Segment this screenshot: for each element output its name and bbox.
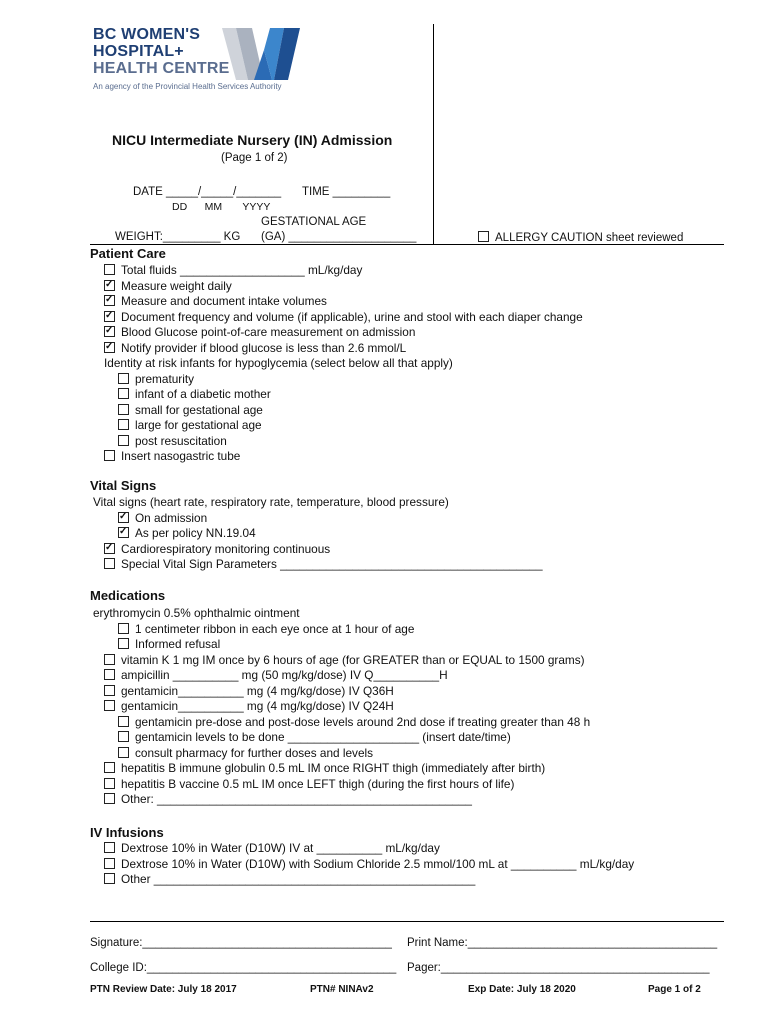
signature-field[interactable]: Signature:_______________________________________ — [90, 937, 392, 949]
vital-signs-item[interactable] — [118, 526, 256, 542]
patient-care-item[interactable] — [118, 387, 271, 403]
vital-signs-heading: Vital Signs — [90, 478, 157, 493]
medications-item-label: gentamicin__________ mg (4 mg/kg/dose) IV Q24H — [121, 699, 394, 713]
vital-signs-item[interactable] — [104, 542, 330, 558]
checkbox[interactable] — [104, 685, 115, 696]
medications-item[interactable] — [118, 746, 373, 762]
patient-care-item-label: Insert nasogastric tube — [121, 449, 241, 463]
patient-care-item-label: Blood Glucose point-of-care measurement on admission — [121, 325, 416, 339]
medications-item[interactable] — [118, 622, 414, 638]
checkbox[interactable] — [104, 654, 115, 665]
date-field[interactable]: DATE _____/_____/_______ — [133, 186, 282, 198]
patient-care-item-label: Notify provider if blood glucose is less than 2.6 mmol/L — [121, 340, 407, 355]
patient-care-item[interactable] — [118, 403, 263, 419]
patient-care-item-label: large for gestational age — [135, 418, 262, 432]
patient-care-item[interactable] — [104, 310, 583, 326]
footer-exp-date: Exp Date: July 18 2020 — [468, 984, 576, 995]
time-field[interactable]: TIME _________ — [302, 186, 391, 198]
vital-signs-item-label: On admission — [135, 510, 208, 525]
checkbox[interactable] — [104, 842, 115, 853]
checkbox[interactable] — [118, 638, 129, 649]
checkbox[interactable] — [104, 793, 115, 804]
vital-signs-item-label: Cardiorespiratory monitoring continuous — [121, 541, 331, 556]
vital-signs-item[interactable] — [104, 557, 543, 573]
patient-care-item[interactable] — [104, 325, 415, 341]
medications-item-label: ampicillin __________ mg (50 mg/kg/dose) IV Q__________H — [121, 668, 448, 682]
footer-review-date: PTN Review Date: July 18 2017 — [90, 984, 237, 995]
checkbox[interactable] — [104, 778, 115, 789]
medications-item-label: Other: ________________________________________________ — [121, 792, 472, 806]
iv-infusions-item-label: Dextrose 10% in Water (D10W) with Sodium Chloride 2.5 mmol/100 mL at __________ mL/kg/day — [121, 856, 635, 871]
checkbox[interactable] — [118, 419, 129, 430]
print-name-field[interactable]: Print Name:_______________________________________ — [407, 937, 718, 949]
date-parts-label: DD MM YYYY — [172, 201, 271, 213]
pager-field[interactable]: Pager:__________________________________________ — [407, 962, 710, 974]
medications-item[interactable] — [104, 653, 585, 669]
footer-ptn: PTN# NINAv2 — [310, 984, 374, 995]
medications-item[interactable] — [104, 792, 472, 808]
patient-care-item[interactable] — [104, 263, 362, 279]
allergy-checkbox[interactable] — [478, 231, 489, 242]
checkbox[interactable] — [104, 450, 115, 461]
medications-item[interactable] — [118, 637, 220, 653]
medications-item[interactable] — [104, 777, 514, 793]
checked-checkbox[interactable] — [104, 295, 115, 306]
iv-infusions-item-label: Dextrose 10% in Water (D10W) IV at __________ mL/kg/day — [121, 841, 440, 855]
iv-infusions-item[interactable] — [104, 857, 634, 873]
allergy-caution-item[interactable] — [478, 230, 683, 244]
patient-care-item[interactable] — [118, 372, 194, 388]
allergy-label: ALLERGY CAUTION sheet reviewed — [495, 232, 684, 244]
checked-checkbox[interactable] — [104, 326, 115, 337]
medications-item-label: hepatitis B immune globulin 0.5 mL IM once RIGHT thigh (immediately after birth) — [121, 761, 546, 775]
medications-item-label: gentamicin levels to be done ____________________ (insert date/time) — [135, 730, 511, 744]
patient-care-item-label: Measure and document intake volumes — [121, 294, 327, 308]
iv-infusions-heading: IV Infusions — [90, 825, 164, 840]
medications-item[interactable] — [104, 699, 394, 715]
medications-item-label: 1 centimeter ribbon in each eye once at 1 hour of age — [135, 621, 415, 636]
iv-infusions-item-label: Other _________________________________________________ — [121, 872, 476, 886]
checkbox[interactable] — [104, 700, 115, 711]
iv-infusions-item[interactable] — [104, 872, 475, 888]
medications-item-label: gentamicin pre-dose and post-dose levels around 2nd dose if treating greater than 48 h — [135, 714, 591, 729]
medications-item[interactable] — [118, 730, 511, 746]
medications-item[interactable] — [104, 668, 448, 684]
medications-item[interactable] — [104, 684, 394, 700]
patient-care-item-label: prematurity — [135, 371, 195, 386]
patient-care-item[interactable] — [104, 279, 232, 295]
vital-signs-item-label: As per policy NN.19.04 — [135, 526, 256, 540]
patient-care-item-label: infant of a diabetic mother — [135, 387, 271, 401]
checked-checkbox[interactable] — [104, 311, 115, 322]
checked-checkbox[interactable] — [104, 543, 115, 554]
patient-care-item — [104, 356, 453, 372]
logo-w-icon — [222, 28, 300, 80]
checkbox[interactable] — [104, 873, 115, 884]
logo-agency: An agency of the Provincial Health Services Authority — [93, 82, 282, 91]
patient-care-item[interactable] — [104, 294, 327, 310]
checked-checkbox[interactable] — [118, 512, 129, 523]
college-id-field[interactable]: College ID:_______________________________________ — [90, 962, 397, 974]
patient-care-item-label: Measure weight daily — [121, 278, 232, 293]
medications-heading: Medications — [90, 588, 166, 603]
ga-field[interactable]: (GA) ____________________ — [261, 231, 417, 243]
patient-care-item-label: small for gestational age — [135, 402, 263, 417]
medications-item-label: erythromycin 0.5% ophthalmic ointment — [93, 606, 300, 620]
patient-care-item-label: Document frequency and volume (if applicable), urine and stool with each diaper change — [121, 309, 583, 324]
footer-page: Page 1 of 2 — [648, 984, 701, 995]
checkbox[interactable] — [118, 623, 129, 634]
medications-item-label: gentamicin__________ mg (4 mg/kg/dose) IV Q36H — [121, 683, 394, 698]
form-title: NICU Intermediate Nursery (IN) Admission — [112, 132, 393, 148]
checkbox[interactable] — [118, 373, 129, 384]
header-divider — [433, 24, 434, 244]
patient-care-heading: Patient Care — [90, 246, 166, 261]
patient-care-item-label: post resuscitation — [135, 433, 227, 448]
checked-checkbox[interactable] — [104, 280, 115, 291]
page-subtitle: (Page 1 of 2) — [221, 152, 288, 164]
vital-signs-item-label: Special Vital Sign Parameters ________________________________________ — [121, 557, 543, 571]
checkbox[interactable] — [104, 669, 115, 680]
patient-care-item[interactable] — [104, 449, 240, 465]
checkbox[interactable] — [104, 558, 115, 569]
vital-signs-item — [93, 495, 449, 511]
patient-care-item-label: Total fluids ___________________ mL/kg/day — [121, 263, 363, 277]
checkbox[interactable] — [104, 762, 115, 773]
checkbox[interactable] — [104, 858, 115, 869]
signature-top-rule — [90, 921, 724, 922]
checkbox[interactable] — [104, 264, 115, 275]
checkbox[interactable] — [118, 435, 129, 446]
header-bottom-rule — [90, 244, 724, 245]
checkbox[interactable] — [118, 731, 129, 742]
medications-item-label: consult pharmacy for further doses and levels — [135, 745, 374, 760]
medications-item — [93, 606, 300, 622]
logo-line-3: HEALTH CENTRE — [93, 60, 230, 77]
vital-signs-item[interactable] — [118, 511, 207, 527]
checkbox[interactable] — [118, 388, 129, 399]
ga-label: GESTATIONAL AGE — [261, 216, 367, 228]
checked-checkbox[interactable] — [118, 527, 129, 538]
vital-signs-item-label: Vital signs (heart rate, respiratory rate, temperature, blood pressure) — [93, 495, 449, 509]
medications-item-label: hepatitis B vaccine 0.5 mL IM once LEFT thigh (during the first hours of life) — [121, 776, 515, 791]
patient-care-item[interactable] — [118, 434, 227, 450]
iv-infusions-item[interactable] — [104, 841, 440, 857]
patient-care-item[interactable] — [118, 418, 262, 434]
logo-line-1: BC WOMEN'S — [93, 26, 201, 43]
checkbox[interactable] — [118, 716, 129, 727]
checkbox[interactable] — [118, 404, 129, 415]
checked-checkbox[interactable] — [104, 342, 115, 353]
weight-field[interactable]: WEIGHT:_________ KG — [115, 231, 241, 243]
logo-line-2: HOSPITAL+ — [93, 43, 184, 60]
medications-item-label: vitamin K 1 mg IM once by 6 hours of age (for GREATER than or EQUAL to 1500 grams) — [121, 652, 585, 667]
medications-item[interactable] — [104, 761, 545, 777]
medications-item-label: Informed refusal — [135, 637, 221, 651]
patient-care-item-label: Identity at risk infants for hypoglycemia (select below all that apply) — [104, 356, 453, 370]
medications-item[interactable] — [118, 715, 590, 731]
checkbox[interactable] — [118, 747, 129, 758]
patient-care-item[interactable] — [104, 341, 406, 357]
